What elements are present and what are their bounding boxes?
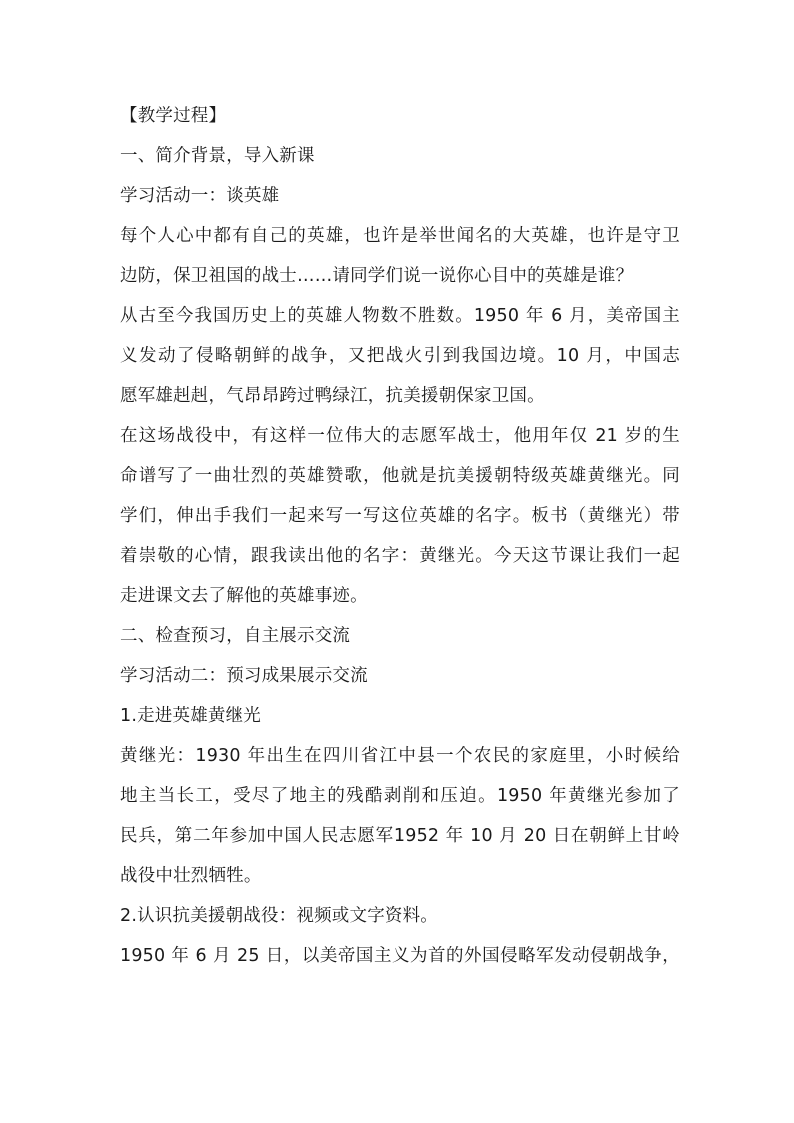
paragraph-3-line: 走进课文去了解他的英雄事迹。 xyxy=(120,586,368,606)
item-1-text-line: 地主当长工，受尽了地主的残酷剥削和压迫。1950 年黄继光参加了 xyxy=(120,786,680,806)
item-1-text-line: 黄继光：1930 年出生在四川省江中县一个农民的家庭里，小时候给 xyxy=(120,746,680,766)
section-heading: 【教学过程】 xyxy=(120,106,227,126)
section-1-title: 一、简介背景，导入新课 xyxy=(120,146,315,166)
activity-1-title: 学习活动一：谈英雄 xyxy=(120,186,280,206)
item-1-text-line: 民兵，第二年参加中国人民志愿军1952 年 10 月 20 日在朝鲜上甘岭 xyxy=(120,826,680,846)
paragraph-3-line: 着崇敬的心情，跟我读出他的名字：黄继光。今天这节课让我们一起 xyxy=(120,546,680,566)
document-body xyxy=(120,96,680,976)
activity-2-title: 学习活动二：预习成果展示交流 xyxy=(120,666,368,686)
item-1-text-line: 战役中壮烈牺牲。 xyxy=(120,866,262,886)
paragraph-1-line: 每个人心中都有自己的英雄，也许是举世闻名的大英雄，也许是守卫 xyxy=(120,226,680,246)
paragraph-2-line: 从古至今我国历史上的英雄人物数不胜数。1950 年 6 月，美帝国主 xyxy=(120,306,680,326)
paragraph-2-line: 义发动了侵略朝鲜的战争，又把战火引到我国边境。10 月，中国志 xyxy=(120,346,680,366)
paragraph-3-line: 学们，伸出手我们一起来写一写这位英雄的名字。板书（黄继光）带 xyxy=(120,506,680,526)
paragraph-1-line: 边防，保卫祖国的战士……请同学们说一说你心目中的英雄是谁？ xyxy=(120,266,634,286)
item-2-text-line: 1950 年 6 月 25 日，以美帝国主义为首的外国侵略军发动侵朝战争， xyxy=(120,946,680,966)
paragraph-3-line: 命谱写了一曲壮烈的英雄赞歌，他就是抗美援朝特级英雄黄继光。同 xyxy=(120,466,680,486)
section-2-title: 二、检查预习，自主展示交流 xyxy=(120,626,351,646)
item-1-title: 1.走进英雄黄继光 xyxy=(120,706,261,726)
paragraph-2-line: 愿军雄赳赳，气昂昂跨过鸭绿江，抗美援朝保家卫国。 xyxy=(120,386,545,406)
paragraph-3-line: 在这场战役中，有这样一位伟大的志愿军战士，他用年仅 21 岁的生 xyxy=(120,426,680,446)
item-2-title: 2.认识抗美援朝战役：视频或文字资料。 xyxy=(120,906,438,926)
